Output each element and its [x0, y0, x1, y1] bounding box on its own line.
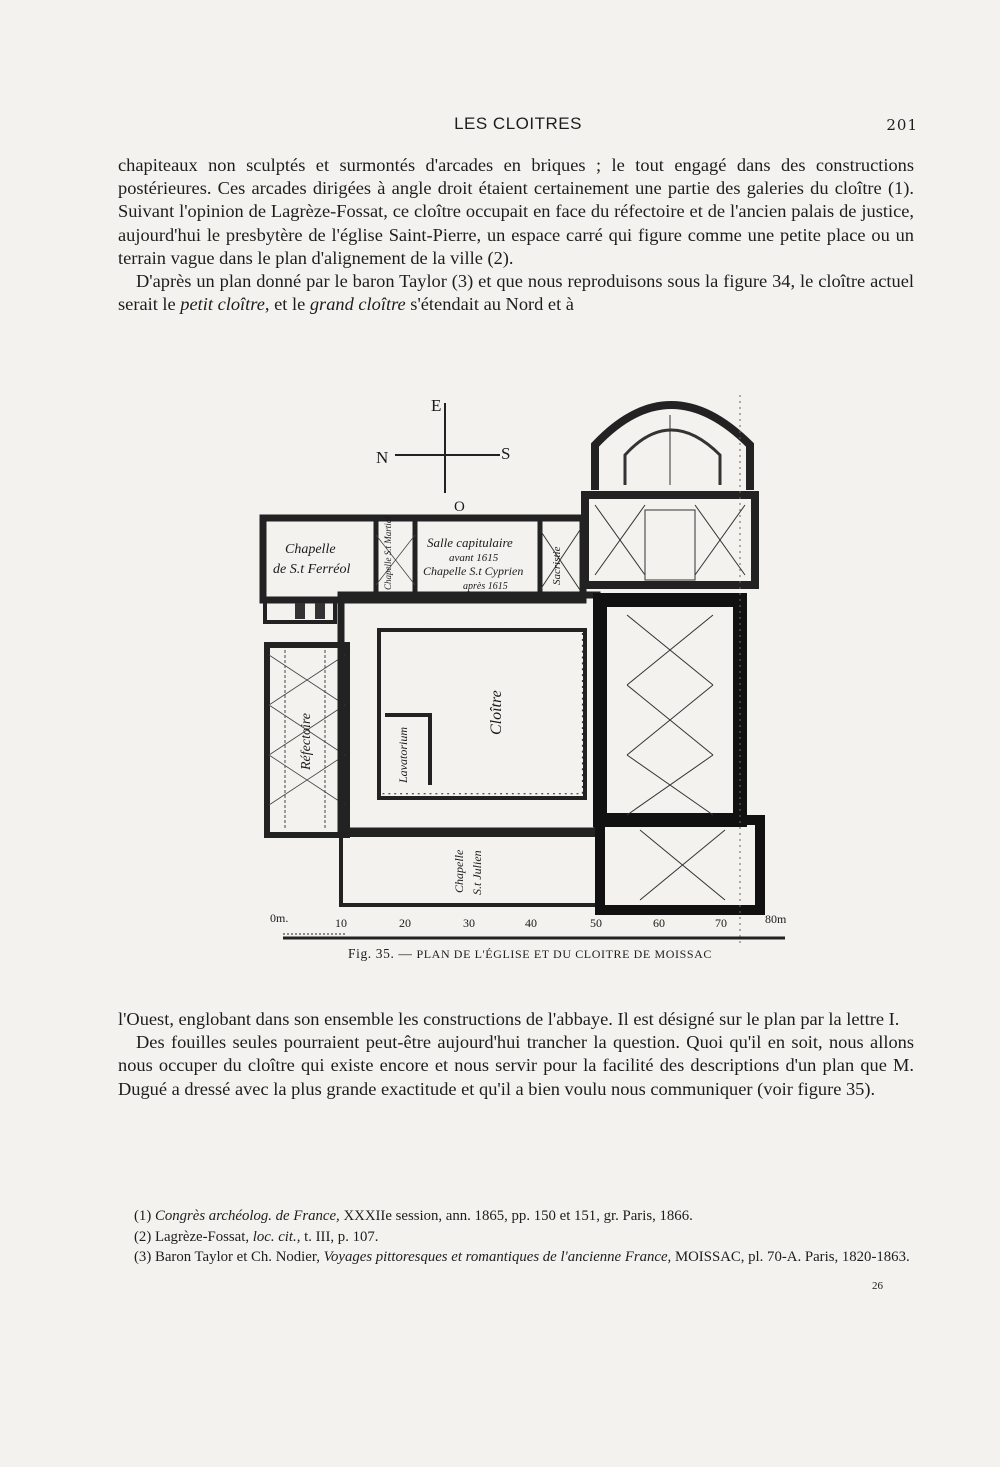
- scale-40: 40: [525, 916, 537, 930]
- paragraph-4: Des fouilles seules pourraient peut-être aujourd'hui trancher la question. Quoi qu'il en soit, nous allons nous occuper du cloître qui existe encore et nous servir pour la facilité des descriptions d'un plan que M. Dugué a dressé avec la plus grande exactitude et qu'il a bien voulu nous communiquer (voir figure 35).: [118, 1032, 914, 1099]
- paragraph-1: chapiteaux non sculptés et surmontés d'arcades en briques ; le tout engagé dans des constructions postérieures. Ces arcades dirigées à angle droit étaient certainement une partie des galeries du cloître (1). Suivant l'opinion de Lagrèze-Fossat, ce cloître occupait en face du réfectoire et de l'ancien palais de justice, aujourd'hui le presbytère de l'église Saint-Pierre, un espace carré qui figure comme une petite place ou un terrain vague dans le plan d'alignement de la ville (2).: [118, 155, 914, 268]
- label-sacristie: Sacristie: [551, 546, 563, 585]
- label-chapelle-martial: Chapelle S.t Martial: [383, 516, 393, 590]
- compass-north: N: [376, 448, 389, 467]
- label-salle-2: avant 1615: [449, 552, 499, 564]
- paragraph-2-text-b: , et le: [264, 294, 310, 315]
- label-lavatorium: Lavatorium: [396, 726, 410, 783]
- footnote-2-author: Lagrèze-Fossat,: [154, 1228, 253, 1245]
- scale-60: 60: [653, 916, 665, 930]
- footnote-1-title: Congrès archéolog. de France,: [154, 1208, 340, 1224]
- caption-title: PLAN DE L'ÉGLISE ET DU CLOITRE DE MOISSAC: [416, 947, 712, 961]
- footnote-2: [118, 1227, 918, 1248]
- scale-30: 30: [463, 916, 475, 930]
- compass-west: O: [454, 499, 465, 515]
- printer-signature: 26: [872, 1280, 883, 1292]
- north-range: [263, 518, 583, 600]
- label-salle-3: Chapelle S.t Cyprien: [423, 564, 524, 578]
- scale-70: 70: [715, 916, 727, 930]
- footnote-1-text: XXXIIe session, ann. 1865, pp. 150 et 151, gr. Paris, 1866.: [339, 1208, 693, 1224]
- label-chapelle-ferreol-2: de S.t Ferréol: [273, 562, 351, 577]
- paragraph-2-text-a: D'après un plan donné par le baron Taylor (3) et que nous reproduisons sous la figure 34, le cloître actuel serait le: [118, 271, 914, 315]
- footnote-1-number: (1): [134, 1208, 155, 1224]
- label-chapelle-julien-1: Chapelle: [452, 849, 466, 893]
- label-cloitre: Cloître: [488, 690, 505, 735]
- footnote-2-title: loc. cit.,: [252, 1228, 301, 1245]
- scale-20: 20: [399, 916, 411, 930]
- scale-80: 80m: [765, 912, 787, 926]
- compass-south: S: [501, 444, 511, 463]
- compass-east: E: [431, 396, 442, 415]
- plan-labels: [273, 516, 563, 895]
- floor-plan-figure: [255, 385, 815, 945]
- footnote-2-number: (2): [134, 1228, 155, 1245]
- page-number: 201: [886, 116, 918, 134]
- chapel-st-julien: [341, 835, 597, 905]
- paragraph-2-emphasis-a: petit cloître: [180, 294, 265, 315]
- paragraph-2-text-c: s'étendait au Nord et à: [405, 294, 574, 315]
- label-salle-1: Salle capitulaire: [427, 535, 513, 550]
- label-chapelle-ferreol-1: Chapelle: [285, 542, 336, 557]
- running-title: LES CLOITRES: [454, 114, 582, 133]
- footnote-3-text: MOISSAC, pl. 70-A. Paris, 1820-1863.: [671, 1249, 910, 1265]
- footnote-2-text: t. III, p. 107.: [300, 1228, 379, 1245]
- scale-bar: [270, 911, 787, 938]
- footnote-3: [118, 1247, 918, 1268]
- compass-rose: [376, 396, 510, 515]
- scale-10: 10: [335, 916, 347, 930]
- footnote-3-author: Baron Taylor et Ch. Nodier,: [154, 1249, 324, 1265]
- footnotes: [118, 1206, 918, 1268]
- label-chapelle-julien-2: S.t Julien: [470, 850, 484, 895]
- paragraph-2: [118, 270, 914, 316]
- cloister-galleries: [341, 595, 597, 831]
- paragraph-3: l'Ouest, englobant dans son ensemble les constructions de l'abbaye. Il est désigné sur le plan par la lettre I.: [118, 1009, 900, 1029]
- paragraph-2-emphasis-b: grand cloître: [309, 294, 406, 315]
- caption-prefix: Fig. 35. —: [347, 946, 417, 961]
- footnote-3-title: Voyages pittoresques et romantiques de l'ancienne France,: [323, 1249, 672, 1265]
- label-salle-4: après 1615: [463, 581, 508, 592]
- footnote-3-number: (3): [134, 1249, 155, 1265]
- scale-0: 0m.: [270, 911, 289, 925]
- church: [585, 395, 760, 945]
- footnote-1: [118, 1206, 918, 1227]
- label-refectoire: Réfectoire: [299, 712, 314, 770]
- text-block-top: [118, 154, 914, 316]
- text-block-bottom: [118, 1008, 914, 1101]
- running-head: [118, 114, 918, 138]
- scale-50: 50: [590, 916, 602, 930]
- figure-caption: [260, 946, 800, 962]
